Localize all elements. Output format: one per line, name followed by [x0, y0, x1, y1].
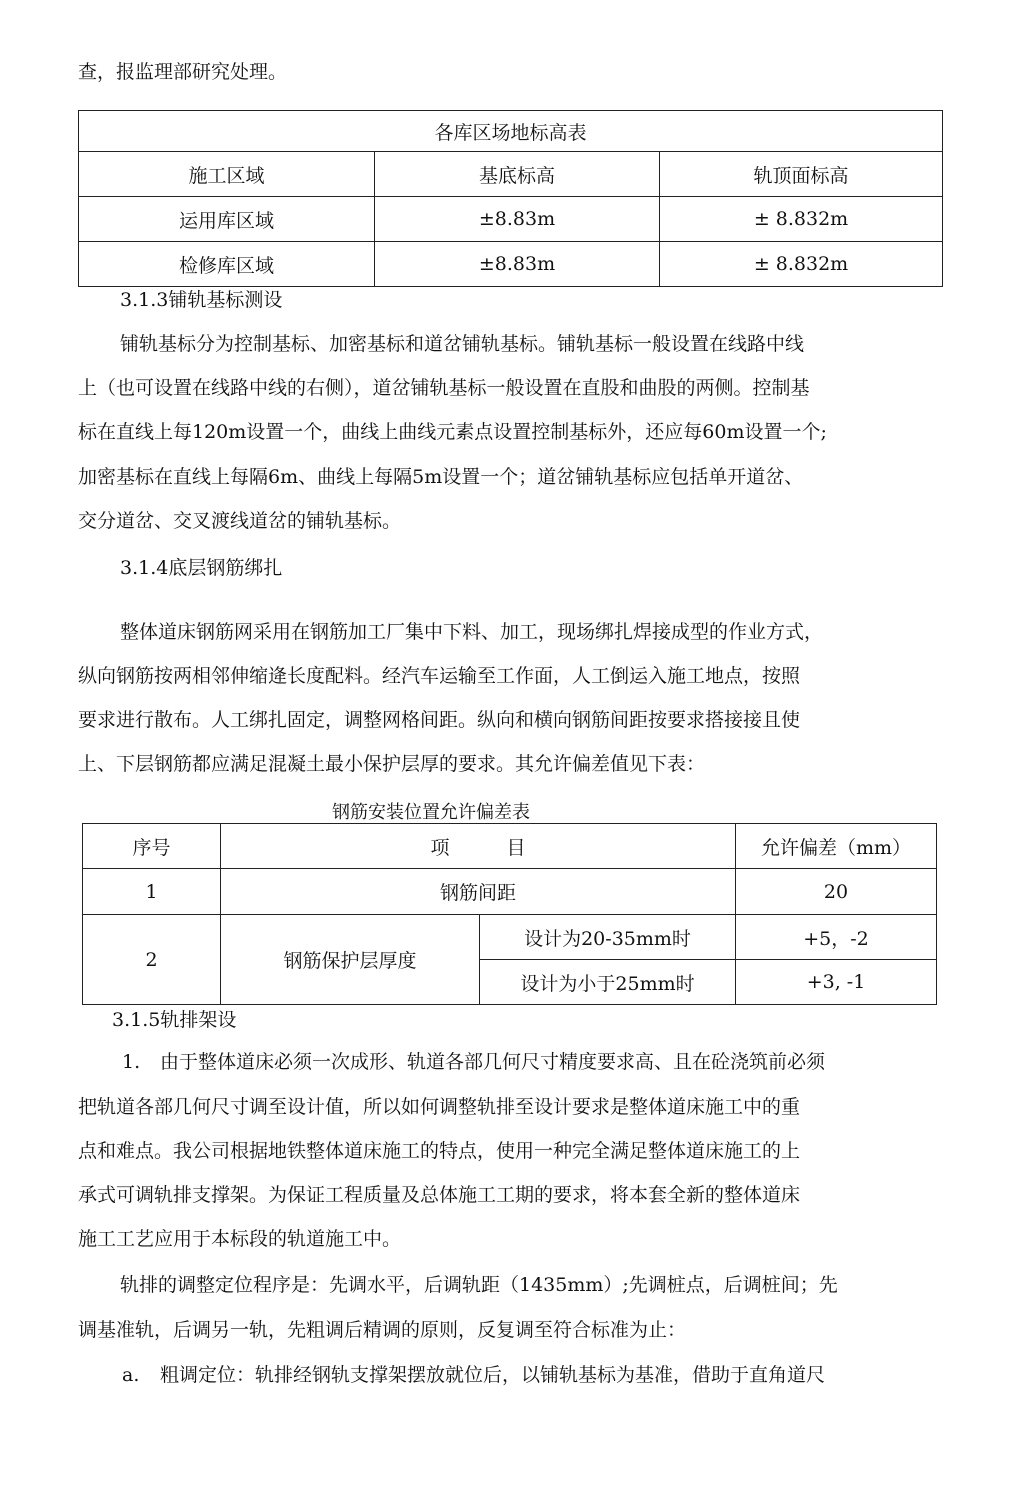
table-cell: 设计为小于25mm时 [480, 960, 736, 1005]
table-title: 各库区场地标高表 [79, 111, 943, 152]
paragraph-line: 施工工艺应用于本标段的轨道施工中。 [78, 1228, 402, 1250]
table-cell: 运用库区域 [79, 197, 375, 242]
paragraph-line: 查，报监理部研究处理。 [78, 61, 288, 83]
paragraph-line: 上（也可设置在线路中线的右侧），道岔铺轨基标一般设置在直股和曲股的两侧。控制基 [78, 377, 810, 399]
table-header-cell: 轨顶面标高 [660, 152, 943, 197]
paragraph-line: 粗调定位：轨排经钢轨支撑架摆放就位后，以铺轨基标为基准，借助于直角道尺 [160, 1364, 826, 1386]
table-cell: 20 [736, 869, 937, 915]
table-cell: ±8.83m [375, 242, 660, 287]
list-number: 1. [122, 1051, 141, 1073]
table-cell: 2 [83, 915, 221, 1005]
table-cell: ± 8.832m [660, 197, 943, 242]
table-header-cell: 序号 [83, 824, 221, 869]
table-cell: 设计为20-35mm时 [480, 915, 736, 960]
paragraph-line: 由于整体道床必须一次成形、轨道各部几何尺寸精度要求高、且在砼浇筑前必须 [160, 1051, 826, 1073]
table-cell: +5，-2 [736, 915, 937, 960]
paragraph-line: 把轨道各部几何尺寸调至设计值，所以如何调整轨排至设计要求是整体道床施工中的重 [78, 1096, 801, 1118]
table-row [79, 242, 943, 287]
table-cell: 检修库区域 [79, 242, 375, 287]
paragraph-line: 调基准轨，后调另一轨，先粗调后精调的原则，反复调至符合标准为止： [78, 1319, 687, 1341]
paragraph-line: 铺轨基标分为控制基标、加密基标和道岔铺轨基标。铺轨基标一般设置在线路中线 [120, 333, 805, 355]
table-caption: 钢筋安装位置允许偏差表 [332, 802, 530, 823]
table-row [83, 915, 937, 960]
paragraph-line: 要求进行散布。人工绑扎固定，调整网格间距。纵向和横向钢筋间距按要求搭接接且使 [78, 709, 801, 731]
rebar-tolerance-table [82, 823, 937, 1005]
table-cell: ± 8.832m [660, 242, 943, 287]
list-label: a. [122, 1364, 140, 1386]
table-cell: 钢筋间距 [221, 869, 736, 915]
table-cell: 钢筋保护层厚度 [221, 915, 480, 1005]
paragraph-line: 整体道床钢筋网采用在钢筋加工厂集中下料、加工，现场绑扎焊接成型的作业方式， [120, 621, 824, 643]
section-heading: 3.1.3铺轨基标测设 [120, 289, 283, 311]
paragraph-line: 纵向钢筋按两相邻伸缩逄长度配料。经汽车运输至工作面，人工倒运入施工地点，按照 [78, 665, 801, 687]
table-row [79, 197, 943, 242]
section-heading: 3.1.4底层钢筋绑扎 [120, 557, 283, 579]
table-header-cell: 施工区域 [79, 152, 375, 197]
table-cell: ±8.83m [375, 197, 660, 242]
table-header-cell: 基底标高 [375, 152, 660, 197]
paragraph-line: 轨排的调整定位程序是：先调水平，后调轨距（1435mm）;先调桩点，后调桩间；先 [120, 1274, 838, 1296]
elevation-table [78, 110, 943, 287]
section-heading: 3.1.5轨排架设 [112, 1009, 237, 1031]
table-header-cell: 项 目 [221, 824, 736, 869]
paragraph-line: 上、下层钢筋都应满足混凝土最小保护层厚的要求。其允许偏差值见下表： [78, 753, 706, 775]
table-cell: +3, -1 [736, 960, 937, 1005]
paragraph-line: 点和难点。我公司根据地铁整体道床施工的特点，使用一种完全满足整体道床施工的上 [78, 1140, 801, 1162]
table-row [83, 869, 937, 915]
paragraph-line: 承式可调轨排支撑架。为保证工程质量及总体施工工期的要求，将本套全新的整体道床 [78, 1184, 801, 1206]
paragraph-line: 加密基标在直线上每隔6m、曲线上每隔5m设置一个；道岔铺轨基标应包括单开道岔、 [78, 466, 804, 488]
table-cell: 1 [83, 869, 221, 915]
paragraph-line: 交分道岔、交叉渡线道岔的铺轨基标。 [78, 510, 402, 532]
table-header-cell: 允许偏差（mm） [736, 824, 937, 869]
paragraph-line: 标在直线上每120m设置一个，曲线上曲线元素点设置控制基标外，还应每60m设置一个; [78, 421, 827, 443]
